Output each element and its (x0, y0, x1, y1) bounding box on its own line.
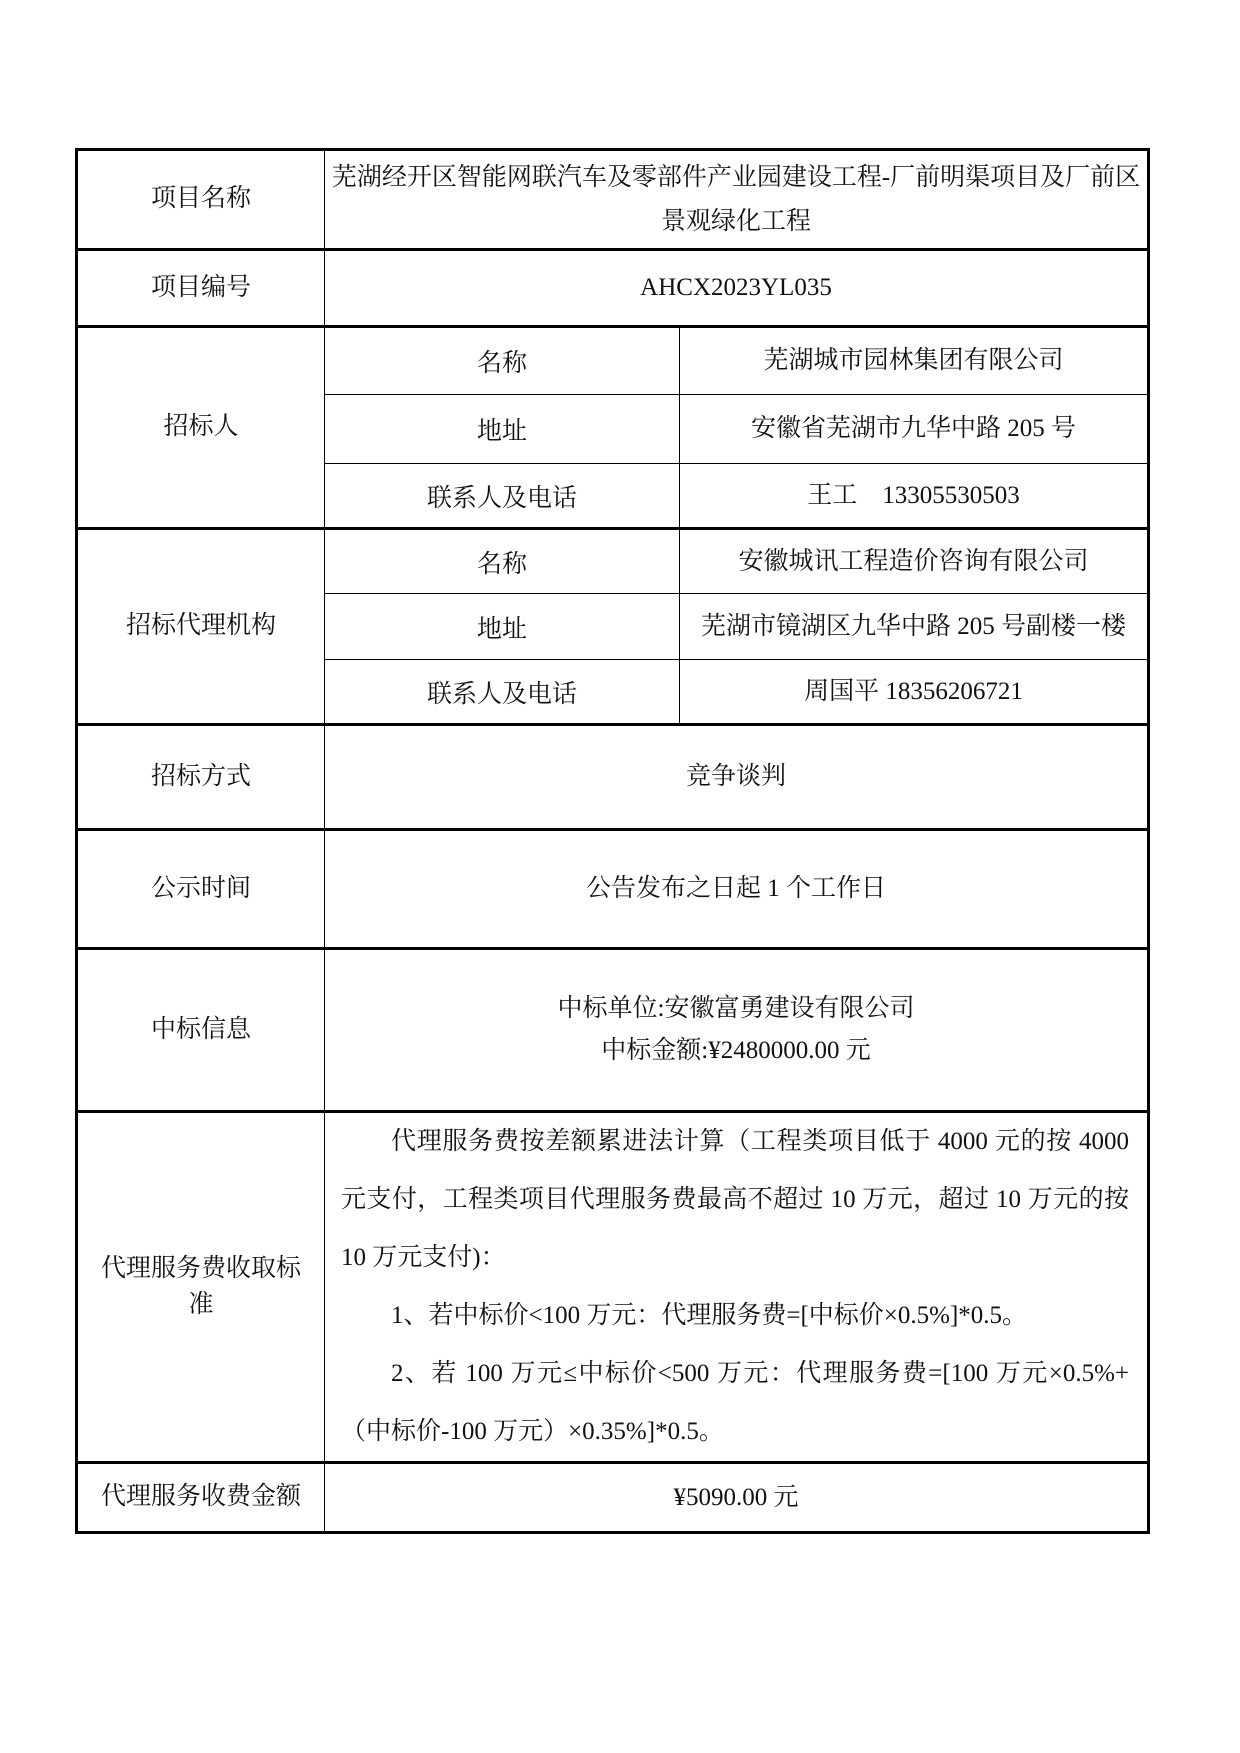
publicity-period-label: 公示时间 (77, 830, 325, 949)
tenderer-contact-label: 联系人及电话 (325, 464, 680, 529)
project-name-value: 芜湖经开区智能网联汽车及零部件产业园建设工程-厂前明渠项目及厂前区景观绿化工程 (325, 150, 1149, 250)
award-amount-line: 中标金额:¥2480000.00 元 (601, 1037, 871, 1064)
tenderer-contact-value: 王工 13305530503 (680, 464, 1149, 529)
fee-amount-value: ¥5090.00 元 (325, 1463, 1149, 1533)
tenderer-name-label: 名称 (325, 327, 680, 395)
award-info-value (325, 949, 1149, 1112)
fee-standard-paragraph-3: 2、若 100 万元≤中标价<500 万元：代理服务费=[100 万元×0.5%+（中标价-100 万元）×0.35%]*0.5。 (341, 1360, 1129, 1445)
project-number-label: 项目编号 (77, 250, 325, 327)
fee-amount-label: 代理服务收费金额 (77, 1463, 325, 1533)
project-name-label: 项目名称 (77, 150, 325, 250)
row-fee-amount (77, 1463, 1149, 1533)
award-winner-line: 中标单位:安徽富勇建设有限公司 (557, 995, 915, 1022)
tender-method-label: 招标方式 (77, 725, 325, 830)
row-project-number (77, 250, 1149, 327)
tenderer-name-value: 芜湖城市园林集团有限公司 (680, 327, 1149, 395)
project-number-value: AHCX2023YL035 (325, 250, 1149, 327)
agency-name-label: 名称 (325, 529, 680, 594)
fee-standard-paragraph-1: 代理服务费按差额累进法计算（工程类项目低于 4000 元的按 4000 元支付，工程类项目代理服务费最高不超过 10 万元，超过 10 万元的按 10 万元支付)： (341, 1128, 1129, 1271)
row-project-name (77, 150, 1149, 250)
award-info-label: 中标信息 (77, 949, 325, 1112)
agency-contact-value: 周国平 18356206721 (680, 660, 1149, 725)
row-agency-name (77, 529, 1149, 594)
tender-method-value: 竞争谈判 (325, 725, 1149, 830)
row-tenderer-name (77, 327, 1149, 395)
agency-label: 招标代理机构 (77, 529, 325, 725)
agency-address-label: 地址 (325, 594, 680, 660)
tenderer-address-label: 地址 (325, 395, 680, 464)
fee-standard-label: 代理服务费收取标准 (77, 1112, 325, 1463)
fee-standard-paragraph-2: 1、若中标价<100 万元：代理服务费=[中标价×0.5%]*0.5。 (391, 1302, 1028, 1329)
row-fee-standard (77, 1112, 1149, 1463)
row-award-info (77, 949, 1149, 1112)
agency-address-value: 芜湖市镜湖区九华中路 205 号副楼一楼 (680, 594, 1149, 660)
agency-contact-label: 联系人及电话 (325, 660, 680, 725)
tenderer-address-value: 安徽省芜湖市九华中路 205 号 (680, 395, 1149, 464)
fee-standard-value (325, 1112, 1149, 1463)
agency-name-value: 安徽城讯工程造价咨询有限公司 (680, 529, 1149, 594)
tender-result-table (75, 148, 1150, 1534)
row-publicity-period (77, 830, 1149, 949)
tenderer-label: 招标人 (77, 327, 325, 529)
row-tender-method (77, 725, 1149, 830)
publicity-period-value: 公告发布之日起 1 个工作日 (325, 830, 1149, 949)
